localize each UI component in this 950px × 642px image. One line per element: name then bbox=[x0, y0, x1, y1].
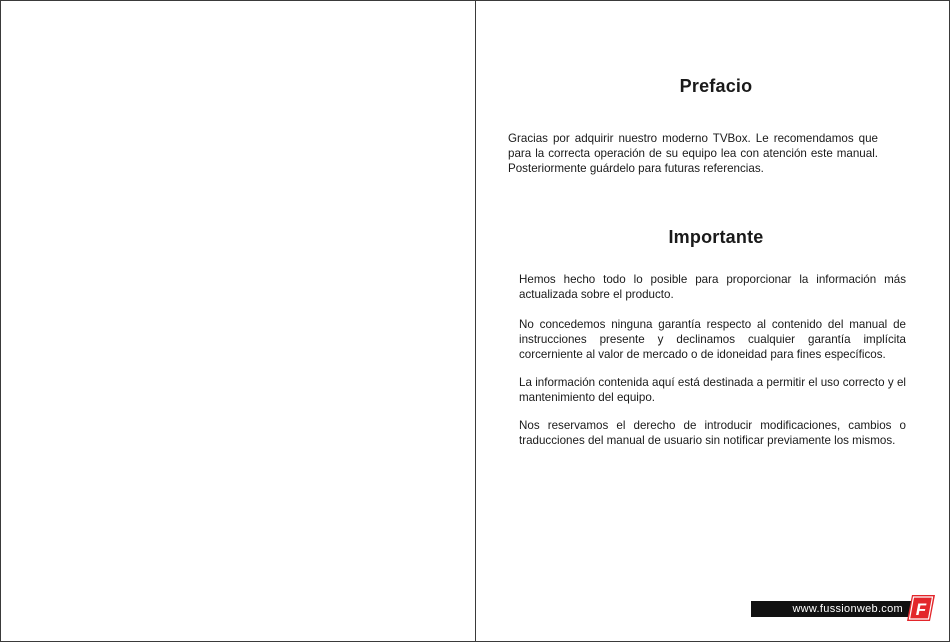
fussion-logo-icon bbox=[907, 595, 935, 621]
right-page bbox=[476, 0, 950, 642]
importante-paragraph-3: La información contenida aquí está destinada a permitir el uso correcto y el mantenimiento del equipo. bbox=[519, 376, 906, 405]
logo-letter: F bbox=[915, 600, 927, 619]
importante-paragraph-4: Nos reservamos el derecho de introducir modificaciones, cambios o traducciones del manual de usuario sin notificar previamente los mismos. bbox=[519, 419, 906, 448]
importante-heading: Importante bbox=[668, 227, 764, 247]
prefacio-heading: Prefacio bbox=[679, 76, 753, 96]
importante-paragraph-1: Hemos hecho todo lo posible para proporcionar la información más actualizada sobre el producto. bbox=[519, 273, 906, 302]
prefacio-paragraph: Gracias por adquirir nuestro moderno TVBox. Le recomendamos que para la correcta operación de su equipo lea con atención este manual. Posteriormente guárdelo para futuras referencias. bbox=[508, 132, 878, 176]
importante-paragraph-2: No concedemos ninguna garantía respecto al contenido del manual de instrucciones presente y declinamos cualquier garantía implícita corcerniente al valor de mercado o de idoneidad para fines específicos. bbox=[519, 318, 906, 362]
footer-url-bar: www.fussionweb.com bbox=[751, 601, 911, 617]
